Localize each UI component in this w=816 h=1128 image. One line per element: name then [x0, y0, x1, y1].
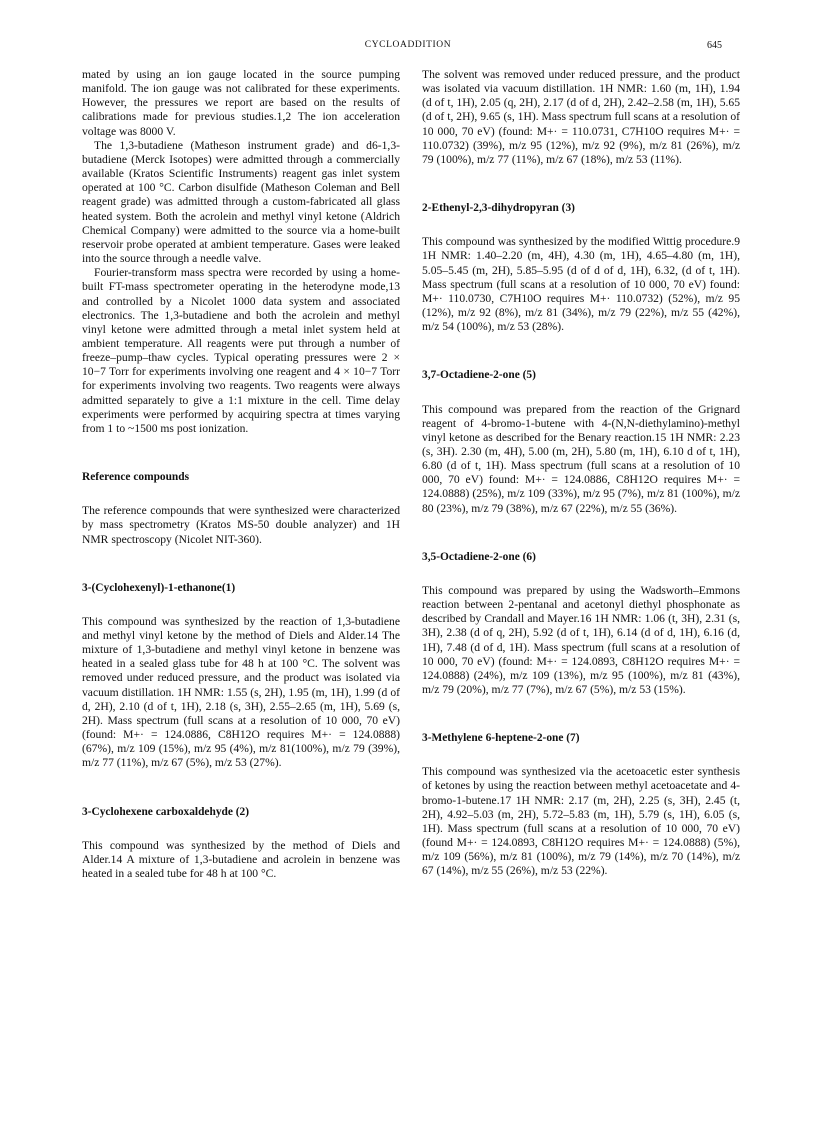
heading-compound-1: 3-(Cyclohexenyl)-1-ethanone(1): [82, 581, 236, 594]
page-number: 645: [707, 40, 722, 51]
heading-compound-6: 3,5-Octadiene-2-one (6): [422, 550, 536, 563]
paragraph-compound-6: This compound was prepared by using the Wadsworth–Emmons reaction between 2-pentanal and acetonyl diethyl phosphonate as described by Crandall and Mayer.16 1H NMR: 1.06 (t, 3H), 2.31 (s, 3H), 2.38 (d of q, 2H), 5.92 (d of t, 1H), 6.14 (d of d, 1H), 6.16 (d, 1H), 7.48 (d of d, 1H). Mass spectrum (full scans at a resolution of 10 000, 70 eV) (found: M+· = 124.0893, C8H12O requires M+· = 124.0888) (24%), m/z 109 (13%), m/z 95 (100%), m/z 81 (43%), m/z 79 (20%), m/z 77 (7%), m/z 67 (5%), m/z 53 (15%).: [422, 583, 740, 696]
left-column: [82, 68, 400, 881]
heading-compound-5: 3,7-Octadiene-2-one (5): [422, 369, 536, 382]
paragraph-compound-2-continued: The solvent was removed under reduced pressure, and the product was isolated via vacuum distillation. 1H NMR: 1.60 (m, 1H), 1.94 (d of t, 1H), 2.05 (q, 2H), 2.17 (d of d, 2H), 2.42–2.58 (m, 1H), 5.65 (d of t, 2H), 9.65 (s, 1H). Mass spectrum full scans at a resolution of 10 000, 70 eV) (found: M+· = 110.0731, C7H10O requires M+· = 110.0732) (39%), m/z 95 (12%), m/z 92 (9%), m/z 81 (26%), m/z 79 (100%), m/z 77 (11%), m/z 67 (18%), m/z 53 (11%).: [422, 68, 740, 166]
heading-compound-7: 3-Methylene 6-heptene-2-one (7): [422, 732, 580, 745]
heading-compound-2: 3-Cyclohexene carboxaldehyde (2): [82, 805, 250, 818]
paragraph-compound-2: This compound was synthesized by the method of Diels and Alder.14 A mixture of 1,3-butadiene and acrolein in benzene was heated in a sealed tube for 48 h at 100 °C.: [82, 838, 400, 881]
heading-compound-3: 2-Ethenyl-2,3-dihydropyran (3): [422, 202, 575, 215]
running-title: CYCLOADDITION: [364, 40, 452, 50]
paragraph-ft-mass-spectra: Fourier-transform mass spectra were recorded by using a home-built FT-mass spectrometer operating in the heterodyne mode,13 and controlled by a Nicolet 1000 data system and associated electronics. The 1,3-butadiene and both the acrolein and methyl vinyl ketone were admitted through a metal inlet system held at ambient temperature. All reagents were put through a number of freeze–pump–thaw cycles. Typical operating pressures were 2 × 10−7 Torr for experiments involving one reagent and 4 × 10−7 Torr for experiments involving two reagents. Two reagents were always admitted separately to give a 1:1 mixture in the cell. Time delay experiments were performed by acquiring spectra at times varying from 1 to ~1500 ms post ionization.: [82, 266, 400, 435]
paragraph-reference-compounds: The reference compounds that were synthesized were characterized by mass spectrometry (Kratos MS-50 double analyzer) and 1H NMR spectroscopy (Nicolet NIT-360).: [82, 504, 400, 546]
paragraph-compound-3: This compound was synthesized by the modified Wittig procedure.9 1H NMR: 1.40–2.20 (m, 4H), 4.30 (m, 1H), 4.65–4.80 (m, 1H), 5.05–5.45 (m, 2H), 5.85–5.95 (d of d of d, 1H), 6.32, (d of t, 1H). Mass spectrum (full scans at a resolution of 10 000, 70 eV) found: M+· 110.0730, C7H10O requires M+· 110.0732) (52%), m/z 95 (12%), m/z 92 (8%), m/z 81 (34%), m/z 79 (22%), m/z 55 (42%), m/z 54 (100%), m/z 53 (28%).: [422, 235, 740, 334]
right-column: [422, 68, 740, 879]
paragraph-compound-1: This compound was synthesized by the reaction of 1,3-butadiene and methyl vinyl ketone by the method of Diels and Alder.14 The mixture of 1,3-butadiene and methyl vinyl ketone in benzene was heated in a sealed glass tube for 48 h at 100 °C. The solvent was removed under reduced pressure, and the product was isolated via vacuum distillation. 1H NMR: 1.55 (s, 2H), 1.95 (m, 1H), 1.99 (d of d, 2H), 2.10 (d of t, 1H), 2.18 (s, 3H), 2.55–2.65 (m, 1H), 5.69 (s, 2H). Mass spectrum (full scans at a resolution of 10 000, 70 eV) (found: M+· = 124.0886, C8H12O requires M+· = 124.0888) (67%), m/z 109 (15%), m/z 95 (4%), m/z 81(100%), m/z 79 (39%), m/z 77 (11%), m/z 67 (5%), m/z 53 (27%).: [82, 614, 400, 770]
running-head: [0, 40, 816, 56]
paragraph-source-pressure: mated by using an ion gauge located in the source pumping manifold. The ion gauge was not calibrated for these experiments. However, the pressures we report are based on the results of calibrations made for previous studies.1,2 The ion acceleration voltage was 8000 V.: [82, 68, 400, 138]
paragraph-compound-7: This compound was synthesized via the acetoacetic ester synthesis of ketones by using the reaction between methyl acetoacetate and 4-bromo-1-butene.17 1H NMR: 2.17 (m, 2H), 2.25 (s, 3H), 2.45 (t, 2H), 4.92–5.03 (m, 2H), 5.72–5.83 (m, 1H), 5.79 (s, 1H), 6.05 (s, 1H). Mass spectrum (full scans at a resolution of 10 000, 70 eV) (found M+· = 124.0893, C8H12O requires M+· = 124.0888) (5%), m/z 109 (56%), m/z 81 (100%), m/z 79 (14%), m/z 70 (14%), m/z 67 (14%), m/z 55 (26%), m/z 53 (22%).: [422, 765, 740, 878]
paragraph-reagents: The 1,3-butadiene (Matheson instrument grade) and d6-1,3-butadiene (Merck Isotopes) were admitted through a commercially available (Kratos Scientific Instruments) reagent gas inlet system operated at 100 °C. Carbon disulfide (Matheson Coleman and Bell reagent grade) was admitted through a custom-fabricated all glass heated system. Both the acrolein and methyl vinyl ketone (Aldrich Chemical Company) were admitted to the source via a home-built reservoir probe operated at ambient temperature. Gases were leaked into the source through a needle valve.: [82, 138, 400, 266]
heading-reference-compounds: Reference compounds: [82, 471, 190, 484]
paragraph-compound-5: This compound was prepared from the reaction of the Grignard reagent of 4-bromo-1-butene with 4-(N,N-diethylamino)-methyl vinyl ketone as described for the Benary reaction.15 1H NMR: 2.23 (s, 3H). 2.30 (m, 4H), 5.00 (m, 2H), 5.80 (m, 1H), 6.10 d of t, 1H), 6.80 (d of t, 1H). Mass spectrum (full scans at a resolution of 10 000, 70 eV) found: M+· = 124.0886, C8H12O requires M+· = 124.0888) (25%), m/z 109 (33%), m/z 95 (7%), m/z 81 (100%), m/z 80 (23%), m/z 79 (38%), m/z 67 (22%), m/z 55 (36%).: [422, 402, 740, 515]
